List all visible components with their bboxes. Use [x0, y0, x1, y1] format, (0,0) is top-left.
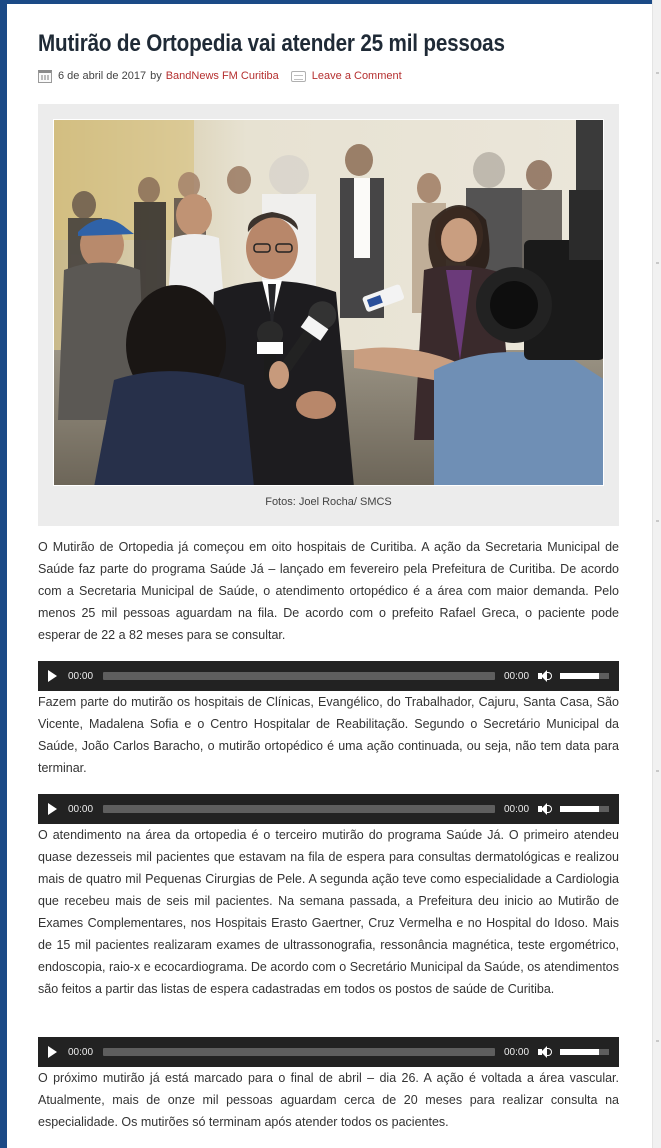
- speaker-icon[interactable]: [538, 669, 552, 683]
- scroll-tick: [656, 1040, 659, 1042]
- scroll-tick: [656, 72, 659, 74]
- volume-level: [560, 1049, 599, 1055]
- current-time: 00:00: [68, 1046, 94, 1058]
- comment-icon: [291, 71, 306, 82]
- post-header: [38, 28, 620, 86]
- volume-slider[interactable]: [560, 806, 609, 812]
- page-scrollbar[interactable]: [652, 0, 661, 1148]
- volume-slider[interactable]: [560, 1049, 609, 1055]
- calendar-icon: [38, 70, 52, 83]
- audio-player-1: [38, 661, 619, 691]
- press-interview-photo[interactable]: [53, 119, 604, 486]
- duration: 00:00: [504, 670, 530, 682]
- photo-illustration: [54, 120, 604, 486]
- window-top-border: [0, 0, 661, 4]
- volume-slider[interactable]: [560, 673, 609, 679]
- audio-player-2: [38, 794, 619, 824]
- speaker-icon[interactable]: [538, 1045, 552, 1059]
- paragraph-2: Fazem parte do mutirão os hospitais de Clínicas, Evangélico, do Trabalhador, Cajuru, Santa Casa, São Vicente, Madalena Sofia e o Centro Hospitalar de Reabilitação. Segundo o Secretário Municipal da Saúde, João Carlos Baracho, o mutirão ortopédico é uma ação continuada, ou seja, não tem data para terminar.: [38, 695, 619, 775]
- post-meta: [38, 66, 620, 86]
- paragraph-4: O próximo mutirão já está marcado para o final de abril – dia 26. A ação é voltada a área vascular. Atualmente, mais de onze mil pessoas aguardam cerca de 20 meses para realizar consulta na especialidade. Os mutirões só terminam após atender todos os pacientes.: [38, 1071, 619, 1129]
- play-icon[interactable]: [48, 803, 57, 815]
- volume-level: [560, 673, 599, 679]
- current-time: 00:00: [68, 670, 94, 682]
- post-date: 6 de abril de 2017: [58, 70, 147, 82]
- scroll-tick: [656, 770, 659, 772]
- paragraph-1: O Mutirão de Ortopedia já começou em oito hospitais de Curitiba. A ação da Secretaria Municipal de Saúde faz parte do programa Saúde Já – lançado em fevereiro pela Prefeitura de Curitiba. De acordo com a Secretaria Municipal de Saúde, o atendimento ortopédico é a área com maior demanda. Pelo menos 25 mil pessoas aguardam na fila. De acordo com o prefeito Rafael Greca, o paciente pode esperar de 22 a 82 meses para se consultar.: [38, 540, 619, 642]
- seek-bar[interactable]: [103, 805, 495, 813]
- duration: 00:00: [504, 803, 530, 815]
- window-left-border: [0, 0, 7, 1148]
- scroll-tick: [656, 262, 659, 264]
- featured-figure: [38, 104, 619, 526]
- audio-player-3: [38, 1037, 619, 1067]
- duration: 00:00: [504, 1046, 530, 1058]
- play-icon[interactable]: [48, 1046, 57, 1058]
- by-label: by: [150, 70, 162, 82]
- scroll-tick: [656, 520, 659, 522]
- volume-level: [560, 806, 599, 812]
- author-link[interactable]: BandNews FM Curitiba: [165, 70, 279, 82]
- photo-caption: Fotos: Joel Rocha/ SMCS: [265, 496, 392, 508]
- play-icon[interactable]: [48, 670, 57, 682]
- seek-bar[interactable]: [103, 1048, 495, 1056]
- seek-bar[interactable]: [103, 672, 495, 680]
- paragraph-3: O atendimento na área da ortopedia é o terceiro mutirão do programa Saúde Já. O primeiro atendeu quase dezesseis mil pacientes que estavam na fila de espera para consultas dermatológicas e realizou mais de quatro mil Pequenas Cirurgias de Pele. A segunda ação teve como especialidade a Cardiologia que recebeu mais de seis mil pacientes. Na semana passada, a Prefeitura deu inicio ao Mutirão de Exames Complementares, nos Hospitais Erasto Gaertner, Cruz Vermelha e no Hospital do Idoso. Mais de 15 mil pacientes realizaram exames de ultrassonografia, ressonância magnética, teste ergométrico, endoscopia, raio-x e ecocardiograma. De acordo com o Secretário Municipal da Saúde, os atendimentos são feitos a partir das listas de espera cadastradas em todos os postos de saúde de Curitiba.: [38, 828, 619, 996]
- post-title: Mutirão de Ortopedia vai atender 25 mil pessoas: [38, 30, 505, 57]
- speaker-icon[interactable]: [538, 802, 552, 816]
- current-time: 00:00: [68, 803, 94, 815]
- leave-comment-link[interactable]: Leave a Comment: [311, 70, 402, 82]
